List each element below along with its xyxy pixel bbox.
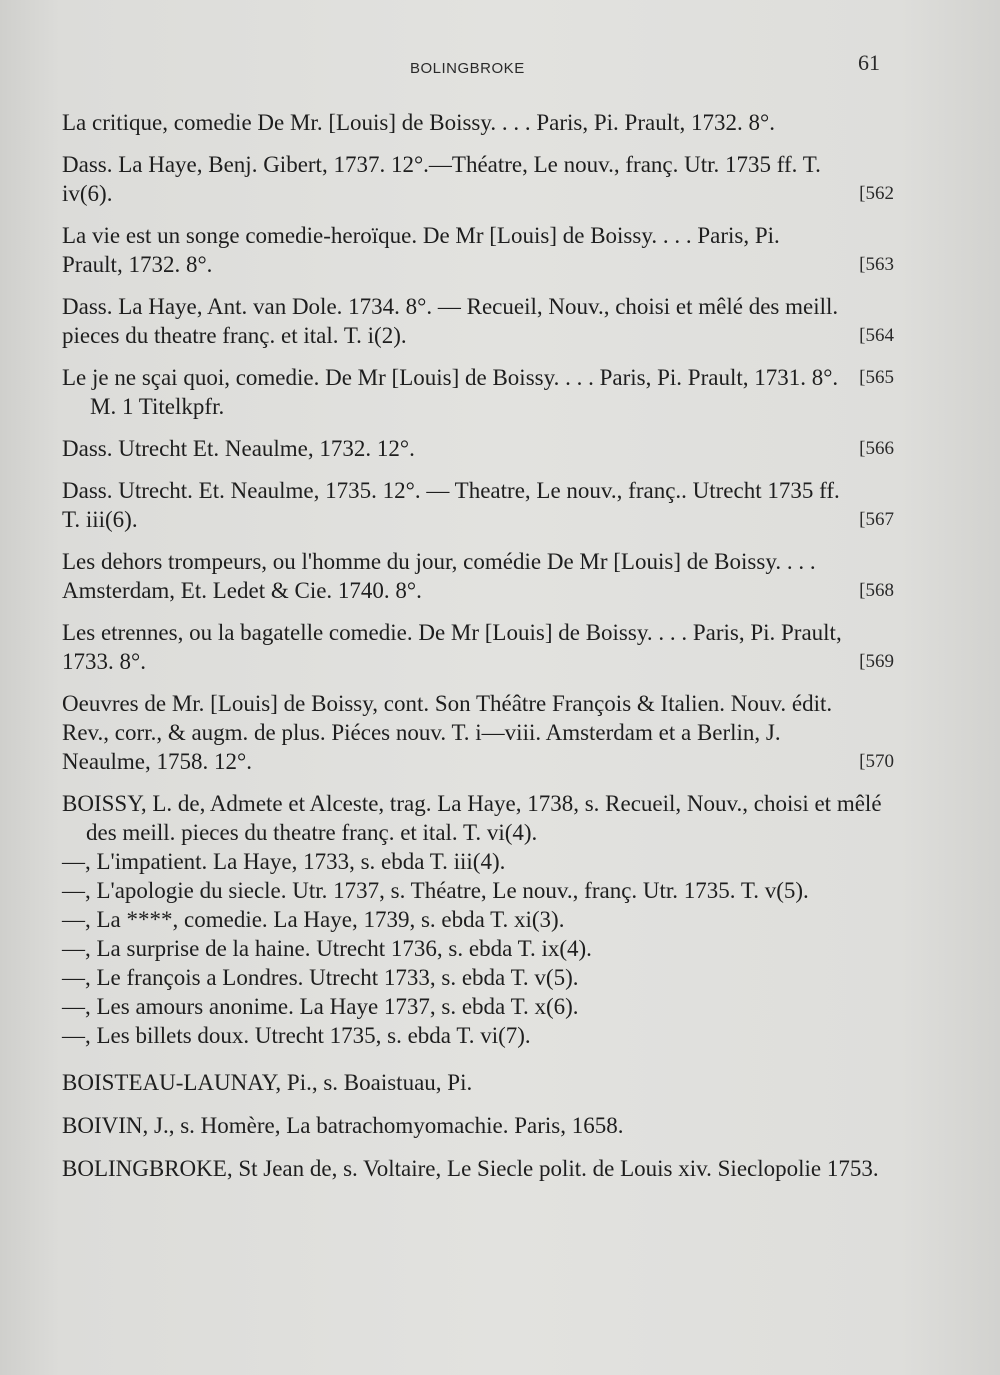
entry-number: [567 (859, 509, 894, 530)
entry-text: Les dehors trompeurs, ou l'homme du jour, comédie De Mr [Louis] de Boissy. . . . Amsterdam, Et. Ledet & Cie. 1740. 8°. (62, 549, 816, 603)
entry-text: Le je ne sçai quoi, comedie. De Mr [Louis] de Boissy. . . . Paris, Pi. Prault, 1731. 8°. (62, 365, 839, 390)
entry-text: Dass. La Haye, Ant. van Dole. 1734. 8°. — Recueil, Nouv., choisi et mêlé des meill. pieces du theatre franç. et ital. T. i(2). (62, 294, 839, 348)
catalog-entry (62, 150, 894, 208)
entry-number: [563 (859, 254, 894, 275)
catalog-entry (62, 476, 894, 534)
author-entry: —, La ****, comedie. La Haye, 1739, s. ebda T. xi(3). (62, 907, 565, 932)
entry-text: Oeuvres de Mr. [Louis] de Boissy, cont. Son Théâtre François & Italien. Nouv. édit. Rev., corr., & augm. de plus. Piéces nouv. T. i—viii. Amsterdam et a Berlin, J. Neaulme, 1758. 12°. (62, 691, 833, 774)
catalog-entry (62, 363, 894, 421)
entry-text: Dass. Utrecht Et. Neaulme, 1732. 12°. (62, 436, 415, 461)
author-entry: —, Les billets doux. Utrecht 1735, s. ebda T. vi(7). (62, 1023, 531, 1048)
catalog-entry (62, 434, 894, 463)
catalog-entry (62, 689, 894, 776)
author-entry: BOLINGBROKE, St Jean de, s. Voltaire, Le Siecle polit. de Louis xiv. Sieclopolie 1753. (62, 1156, 879, 1181)
author-entry: BOIVIN, J., s. Homère, La batrachomyomachie. Paris, 1658. (62, 1113, 624, 1138)
catalog-entry (62, 108, 894, 137)
running-head: BOLINGBROKE (410, 60, 525, 77)
entry-text: La vie est un songe comedie-heroïque. De Mr [Louis] de Boissy. . . . Paris, Pi. Prault, 1732. 8°. (62, 223, 780, 277)
author-entry: —, Les amours anonime. La Haye 1737, s. ebda T. x(6). (62, 994, 579, 1019)
author-entry: —, L'apologie du siecle. Utr. 1737, s. Théatre, Le nouv., franç. Utr. 1735. T. v(5). (62, 878, 809, 903)
entry-number: [569 (859, 651, 894, 672)
boissy-entry-group (62, 789, 894, 1050)
entry-number: [566 (859, 438, 894, 459)
catalog-entry (62, 221, 894, 279)
catalog-entry (62, 618, 894, 676)
entry-note: M. 1 Titelkpfr. (90, 394, 225, 419)
entry-text: La critique, comedie De Mr. [Louis] de Boissy. . . . Paris, Pi. Prault, 1732. 8°. (62, 110, 775, 135)
entry-number: [570 (859, 751, 894, 772)
catalog-entry (62, 547, 894, 605)
page-number: 61 (858, 50, 880, 75)
catalog-entry (62, 292, 894, 350)
author-entry: —, La surprise de la haine. Utrecht 1736, s. ebda T. ix(4). (62, 936, 592, 961)
entry-text: Dass. Utrecht. Et. Neaulme, 1735. 12°. — Theatre, Le nouv., franç.. Utrecht 1735 ff. T. iii(6). (62, 478, 840, 532)
entry-number: [568 (859, 580, 894, 601)
author-entry: —, Le françois a Londres. Utrecht 1733, s. ebda T. v(5). (62, 965, 579, 990)
author-entry: —, L'impatient. La Haye, 1733, s. ebda T. iii(4). (62, 849, 506, 874)
entry-text: Dass. La Haye, Benj. Gibert, 1737. 12°.—Théatre, Le nouv., franç. Utr. 1735 ff. T. iv(6). (62, 152, 821, 206)
entry-text: Les etrennes, ou la bagatelle comedie. De Mr [Louis] de Boissy. . . . Paris, Pi. Prault, 1733. 8°. (62, 620, 842, 674)
final-entries (62, 1068, 894, 1183)
entry-number: [562 (859, 183, 894, 204)
entry-number: [565 (859, 367, 894, 388)
page-body (62, 108, 894, 1197)
author-entry: BOISSY, L. de, Admete et Alceste, trag. La Haye, 1738, s. Recueil, Nouv., choisi et mêlé des meill. pieces du theatre franç. et ital. T. vi(4). (62, 791, 882, 845)
entry-number: [564 (859, 325, 894, 346)
author-entry: BOISTEAU-LAUNAY, Pi., s. Boaistuau, Pi. (62, 1070, 473, 1095)
